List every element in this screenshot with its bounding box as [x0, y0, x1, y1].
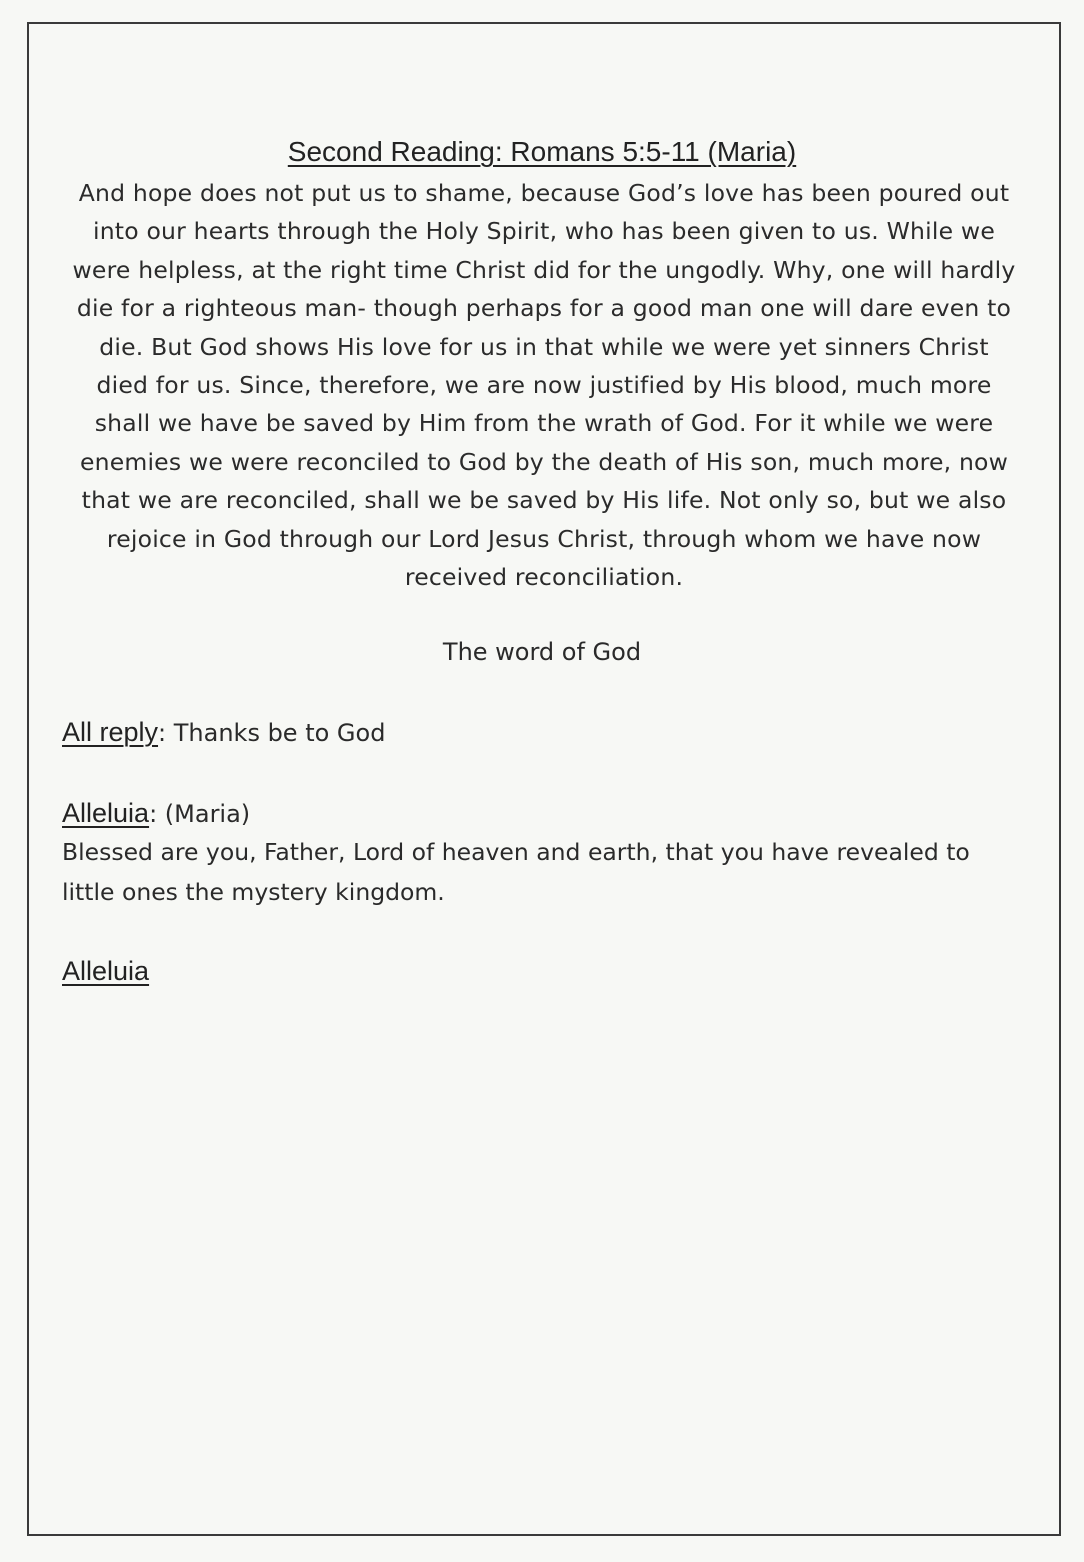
- all-reply-section: [62, 712, 385, 753]
- reading-line: died for us. Since, therefore, we are now justified by His blood, much more: [96, 371, 992, 400]
- reading-line: enemies we were reconciled to God by the death of His son, much more, now: [79, 447, 1009, 476]
- reading-line: die. But God shows His love for us in that while we were yet sinners Christ: [99, 332, 989, 361]
- all-reply-separator: :: [158, 719, 167, 747]
- reading-line: into our hearts through the Holy Spirit, who has been given to us. While we: [92, 217, 995, 246]
- alleluia-reader: (Maria): [157, 800, 251, 828]
- alleluia-verse: [62, 832, 970, 912]
- reading-line: that we are reconciled, shall we be saved by His life. Not only so, but we also: [81, 486, 1007, 515]
- alleluia-separator: :: [149, 800, 158, 828]
- reading-line: received reconciliation.: [404, 563, 684, 592]
- reading-title: Second Reading: Romans 5:5-11 (Maria): [287, 136, 797, 167]
- all-reply-label: All reply: [62, 717, 159, 747]
- reading-line: die for a righteous man- though perhaps for a good man one will dare even to: [76, 294, 1012, 323]
- reading-line: shall we have be saved by Him from the wrath of God. For it while we were: [94, 409, 994, 438]
- alleluia-section: [62, 793, 250, 834]
- reading-line: were helpless, at the right time Christ did for the ungodly. Why, one will hardly: [72, 255, 1016, 284]
- all-reply-text: Thanks be to God: [166, 719, 386, 747]
- alleluia-verse-line: Blessed are you, Father, Lord of heaven and earth, that you have revealed to: [62, 838, 970, 866]
- alleluia-verse-line: little ones the mystery kingdom.: [62, 878, 445, 906]
- alleluia-label: Alleluia: [62, 798, 150, 828]
- alleluia-closing-label: Alleluia: [62, 956, 150, 986]
- reading-line: And hope does not put us to shame, because God’s love has been poured out: [78, 179, 1010, 207]
- alleluia-closing: [62, 951, 149, 992]
- reading-text: [58, 174, 1030, 596]
- reading-line: rejoice in God through our Lord Jesus Christ, through whom we have now: [106, 524, 982, 553]
- reading-closing: The word of God: [442, 638, 642, 666]
